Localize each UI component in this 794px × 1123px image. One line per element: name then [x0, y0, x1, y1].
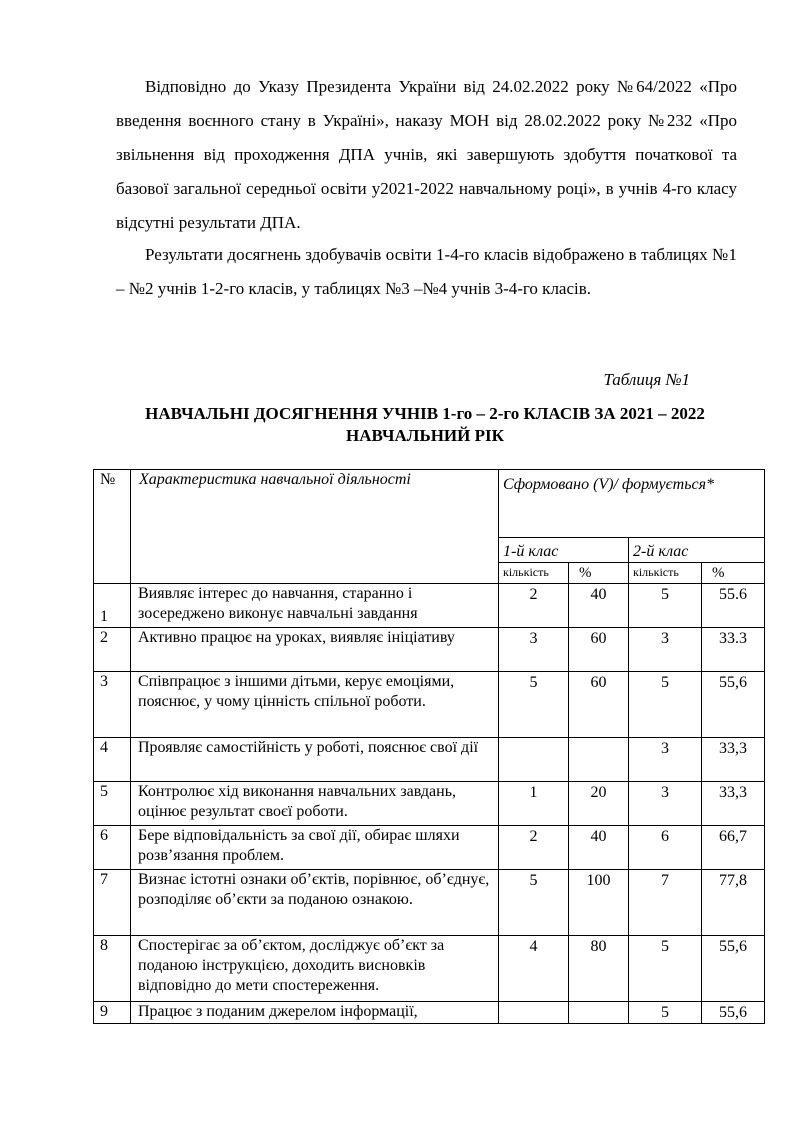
row-characteristic: Визнає істотні ознаки об’єктів, порівнює, об’єднує, розподіляє об’єкти за поданою ознакою. — [131, 870, 499, 936]
table-row — [94, 1002, 765, 1024]
class2-count: 5 — [629, 936, 702, 1002]
results-table — [93, 469, 765, 1024]
row-characteristic: Спостерігає за об’єктом, досліджує об’єкт за поданою інструкцією, доходить висновків відповідно до мети спостереження. — [131, 936, 499, 1002]
class1-percent: 60 — [569, 672, 629, 738]
header-class-2: 2-й клас — [629, 538, 765, 563]
row-number: 7 — [94, 870, 131, 936]
class1-count: 2 — [499, 584, 569, 628]
class2-percent: 33.3 — [702, 628, 765, 672]
table-row — [94, 628, 765, 672]
intro-paragraph-text: Відповідно до Указу Президента України від 24.02.2022 року №64/2022 «Про введення воєнного стану в Україні», наказу МОН від 28.02.2022 року №232 «Про звільнення від проходження ДПА учнів, які завершують здобуття початкової та базової загальної середньої освіти у2021-2022 навчальному році», в учнів 4-го класу відсутні результати ДПА. — [116, 77, 737, 232]
row-number: 9 — [94, 1002, 131, 1024]
class2-count: 5 — [629, 672, 702, 738]
results-paragraph-text: Результати досягнень здобувачів освіти 1-4-го класів відображено в таблицях №1 – №2 учнів 1-2-го класів, у таблицях №3 –№4 учнів 3-4-го класів. — [116, 245, 737, 298]
row-number: 5 — [94, 782, 131, 826]
class2-percent: 55.6 — [702, 584, 765, 628]
table-row — [94, 672, 765, 738]
row-characteristic: Активно працює на уроках, виявляє ініціативу — [131, 628, 499, 672]
class2-percent: 66,7 — [702, 826, 765, 870]
class2-count: 3 — [629, 782, 702, 826]
class2-count: 5 — [629, 584, 702, 628]
class2-percent: 77,8 — [702, 870, 765, 936]
header-percent-2: % — [702, 563, 765, 584]
class2-percent: 55,6 — [702, 672, 765, 738]
table-row — [94, 826, 765, 870]
class2-count: 5 — [629, 1002, 702, 1024]
class1-count — [499, 1002, 569, 1024]
row-characteristic: Співпрацює з іншими дітьми, керує емоціями, пояснює, у чому цінність спільної роботи. — [131, 672, 499, 738]
class1-count: 2 — [499, 826, 569, 870]
class2-count: 3 — [629, 628, 702, 672]
row-number: 4 — [94, 738, 131, 782]
header-formed: Сформовано (V)/ формується* — [499, 470, 765, 538]
row-number: 6 — [94, 826, 131, 870]
table-title: НАВЧАЛЬНІ ДОСЯГНЕННЯ УЧНІВ 1-го – 2-го КЛАСІВ ЗА 2021 – 2022 НАВЧАЛЬНИЙ РІК — [145, 404, 705, 445]
class1-percent: 60 — [569, 628, 629, 672]
table-row — [94, 782, 765, 826]
class1-percent: 40 — [569, 826, 629, 870]
class2-percent: 33,3 — [702, 782, 765, 826]
row-number: 3 — [94, 672, 131, 738]
class1-percent — [569, 738, 629, 782]
row-characteristic: Працює з поданим джерелом інформації, — [131, 1002, 499, 1024]
row-number: 1 — [94, 584, 131, 628]
class1-count: 4 — [499, 936, 569, 1002]
class1-count: 1 — [499, 782, 569, 826]
header-count-2: кількість — [629, 563, 702, 584]
header-percent-1: % — [569, 563, 629, 584]
table-row — [94, 936, 765, 1002]
intro-paragraph — [116, 70, 737, 240]
class1-percent: 100 — [569, 870, 629, 936]
class2-count: 3 — [629, 738, 702, 782]
row-characteristic: Виявляє інтерес до навчання, старанно і зосереджено виконує навчальні завдання — [131, 584, 499, 628]
results-paragraph — [116, 238, 737, 306]
class2-count: 7 — [629, 870, 702, 936]
class1-count — [499, 738, 569, 782]
header-count-1: кількість — [499, 563, 569, 584]
row-characteristic: Проявляє самостійність у роботі, пояснює свої дії — [131, 738, 499, 782]
class1-percent — [569, 1002, 629, 1024]
class1-count: 5 — [499, 870, 569, 936]
class1-count: 5 — [499, 672, 569, 738]
class1-percent: 80 — [569, 936, 629, 1002]
row-characteristic: Контролює хід виконання навчальних завдань, оцінює результат своєї роботи. — [131, 782, 499, 826]
table-row — [94, 738, 765, 782]
header-characteristic: Характеристика навчальної діяльності — [131, 470, 499, 584]
header-number: № — [94, 470, 131, 584]
class2-count: 6 — [629, 826, 702, 870]
table-row — [94, 870, 765, 936]
class1-percent: 40 — [569, 584, 629, 628]
row-number: 8 — [94, 936, 131, 1002]
class2-percent: 55,6 — [702, 936, 765, 1002]
class2-percent: 33,3 — [702, 738, 765, 782]
class1-count: 3 — [499, 628, 569, 672]
class2-percent: 55,6 — [702, 1002, 765, 1024]
row-characteristic: Бере відповідальність за свої дії, обирає шляхи розв’язання проблем. — [131, 826, 499, 870]
row-number: 2 — [94, 628, 131, 672]
table-caption: Таблиця №1 — [603, 370, 690, 389]
table-row — [94, 584, 765, 628]
class1-percent: 20 — [569, 782, 629, 826]
header-class-1: 1-й клас — [499, 538, 629, 563]
